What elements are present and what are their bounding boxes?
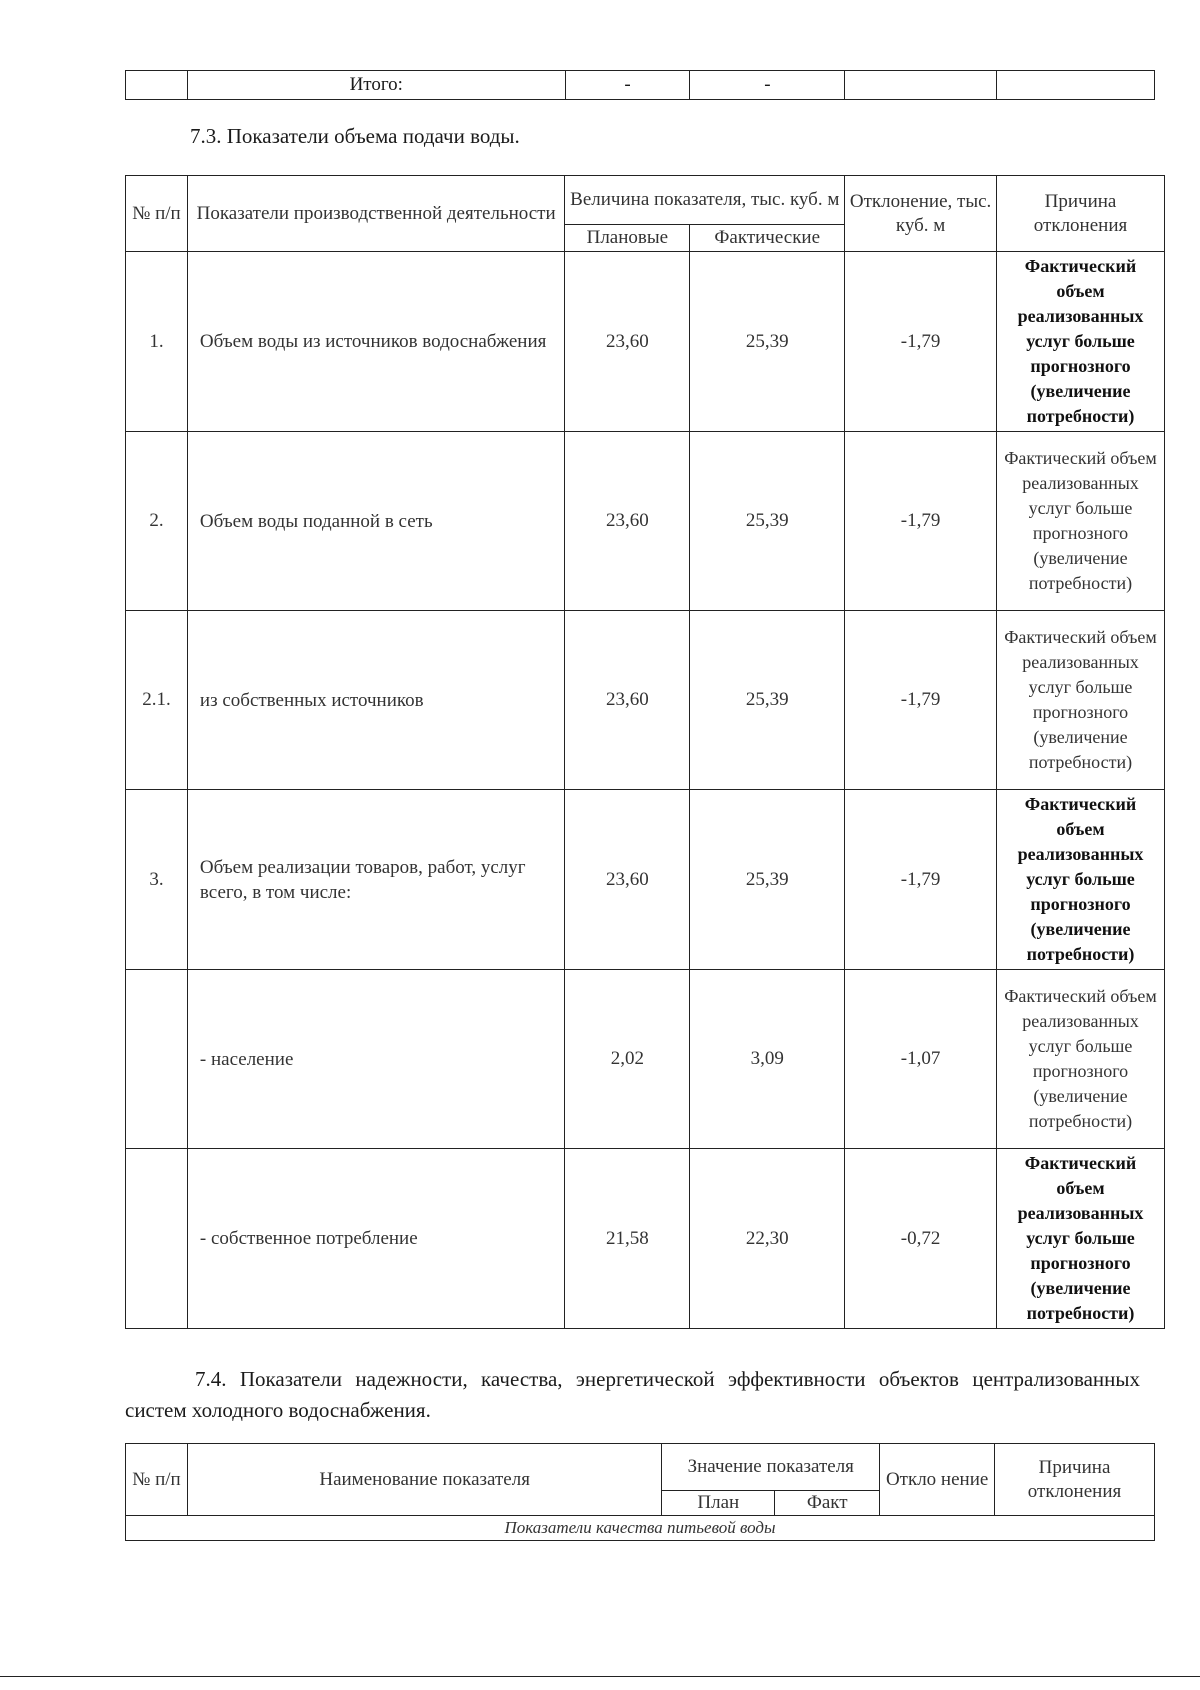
- quality-indicators-table: [125, 1443, 1155, 1541]
- itogo-table: [125, 70, 1155, 100]
- row-reason: Фактический объем реализованных услуг больше прогнозного (увеличение потребности): [997, 790, 1165, 970]
- itogo-reason: [997, 71, 1155, 100]
- table-row: [126, 611, 1165, 790]
- header-value-group: Величина показателя, тыс. куб. м: [565, 176, 845, 225]
- row-reason: Фактический объем реализованных услуг больше прогнозного (увеличение потребности): [997, 1149, 1165, 1329]
- quality-subheading-row: [126, 1516, 1155, 1541]
- row-actual: 25,39: [690, 252, 845, 432]
- row-indicator: Объем реализации товаров, работ, услуг всего, в том числе:: [187, 790, 564, 970]
- table-row: [126, 970, 1165, 1149]
- row-deviation: -1,79: [845, 432, 997, 611]
- row-deviation: -0,72: [845, 1149, 997, 1329]
- row-indicator: из собственных источников: [187, 611, 564, 790]
- row-deviation: -1,79: [845, 252, 997, 432]
- row-reason: Фактический объем реализованных услуг больше прогнозного (увеличение потребности): [997, 432, 1165, 611]
- quality-header-name: Наименование показателя: [187, 1444, 661, 1516]
- row-planned: 23,60: [565, 790, 690, 970]
- row-indicator: - население: [187, 970, 564, 1149]
- table-row: [126, 790, 1165, 970]
- row-number: 2.1.: [126, 611, 188, 790]
- row-number: 1.: [126, 252, 188, 432]
- header-number: № п/п: [126, 176, 188, 252]
- row-number: [126, 1149, 188, 1329]
- row-actual: 25,39: [690, 432, 845, 611]
- row-reason: Фактический объем реализованных услуг больше прогнозного (увеличение потребности): [997, 970, 1165, 1149]
- itogo-row: [126, 71, 1155, 100]
- row-indicator: Объем воды из источников водоснабжения: [187, 252, 564, 432]
- row-deviation: -1,79: [845, 790, 997, 970]
- itogo-planned: -: [565, 71, 690, 100]
- header-planned: Плановые: [565, 225, 690, 252]
- table-row: [126, 252, 1165, 432]
- quality-header-reason: Причина отклонения: [995, 1444, 1155, 1516]
- row-planned: 21,58: [565, 1149, 690, 1329]
- bottom-rule: [0, 1676, 1200, 1677]
- row-indicator: - собственное потребление: [187, 1149, 564, 1329]
- quality-header-value-group: Значение показателя: [662, 1444, 880, 1491]
- row-actual: 22,30: [690, 1149, 845, 1329]
- itogo-actual: -: [690, 71, 845, 100]
- itogo-deviation: [845, 71, 997, 100]
- row-number: 3.: [126, 790, 188, 970]
- section-7-4-paragraph: 7.4. Показатели надежности, качества, энергетической эффективности объектов централизованных систем холодного водоснабжения.: [125, 1367, 1140, 1422]
- row-reason: Фактический объем реализованных услуг больше прогнозного (увеличение потребности): [997, 252, 1165, 432]
- quality-header-deviation: Откло нение: [880, 1444, 995, 1516]
- header-row: [126, 176, 1165, 225]
- row-number: 2.: [126, 432, 188, 611]
- table-row: [126, 432, 1165, 611]
- row-reason: Фактический объем реализованных услуг больше прогнозного (увеличение потребности): [997, 611, 1165, 790]
- row-deviation: -1,07: [845, 970, 997, 1149]
- row-planned: 23,60: [565, 611, 690, 790]
- row-indicator: Объем воды поданной в сеть: [187, 432, 564, 611]
- water-supply-volume-table: [125, 175, 1165, 1329]
- quality-header-plan: План: [662, 1491, 775, 1516]
- header-indicator: Показатели производственной деятельности: [187, 176, 564, 252]
- section-7-3-title: 7.3. Показатели объема подачи воды.: [190, 124, 520, 148]
- row-actual: 3,09: [690, 970, 845, 1149]
- header-actual: Фактические: [690, 225, 845, 252]
- row-planned: 2,02: [565, 970, 690, 1149]
- header-reason: Причина отклонения: [997, 176, 1165, 252]
- quality-header-row: [126, 1444, 1155, 1491]
- quality-header-number: № п/п: [126, 1444, 188, 1516]
- row-planned: 23,60: [565, 252, 690, 432]
- itogo-label: Итого:: [187, 71, 565, 100]
- header-deviation: Отклонение, тыс. куб. м: [845, 176, 997, 252]
- row-actual: 25,39: [690, 790, 845, 970]
- row-actual: 25,39: [690, 611, 845, 790]
- quality-header-fact: Факт: [775, 1491, 880, 1516]
- quality-subheading: Показатели качества питьевой воды: [126, 1516, 1155, 1541]
- row-number: [126, 970, 188, 1149]
- row-planned: 23,60: [565, 432, 690, 611]
- itogo-number-cell: [126, 71, 188, 100]
- table-row: [126, 1149, 1165, 1329]
- row-deviation: -1,79: [845, 611, 997, 790]
